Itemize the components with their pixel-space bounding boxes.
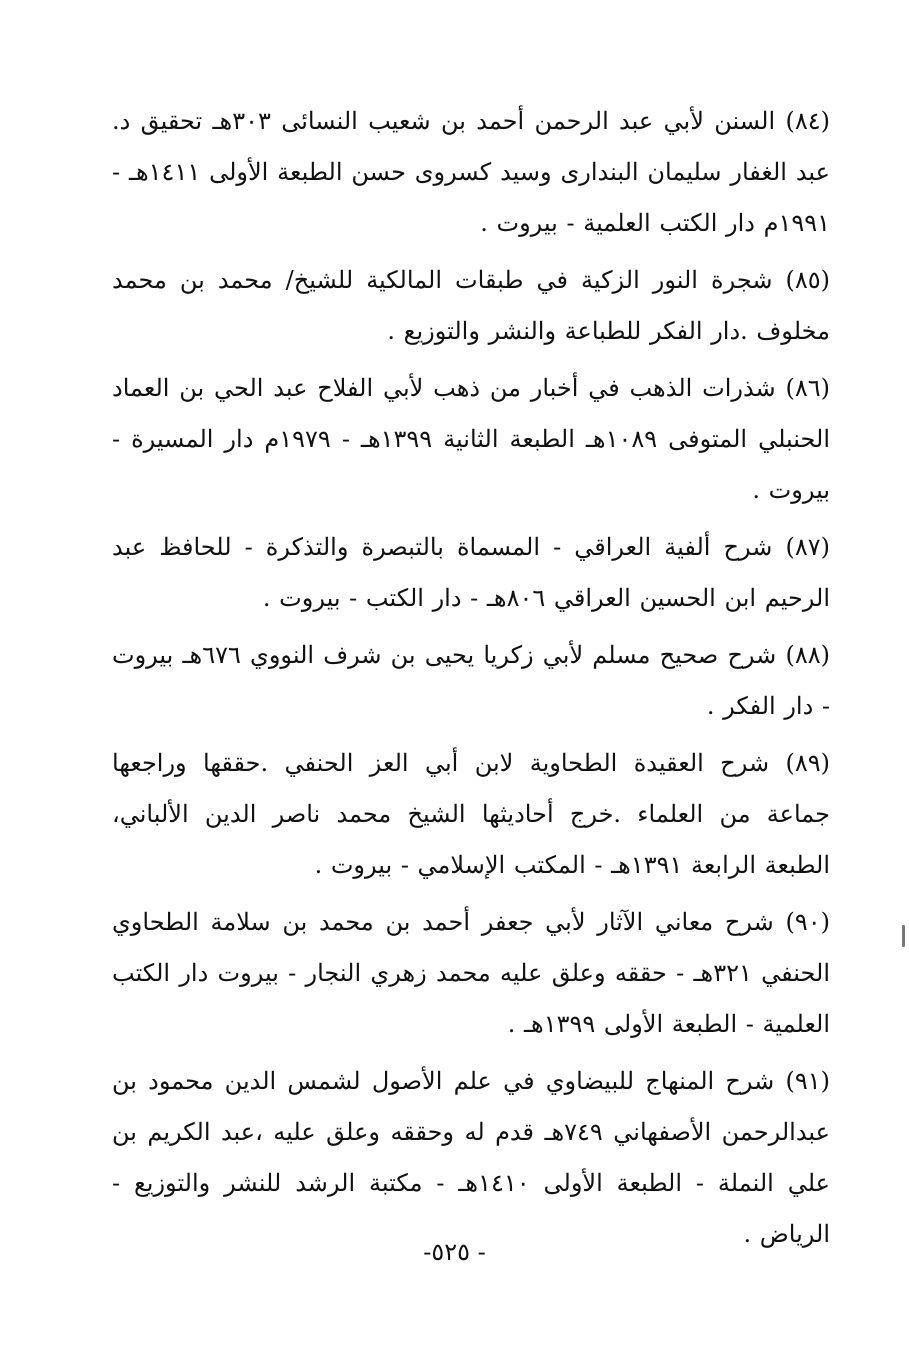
entry-number: (٩٠) [785,908,830,936]
entry-text: شرح معاني الآثار لأبي جعفر أحمد بن محمد بن سلامة الطحاوي الحنفي ٣٢١هـ - حققه وعلق عليه محمد زهري النجار - بيروت دار الكتب العلمية - الطبعة الأولى ١٣٩٩هـ . [112,908,830,1038]
entry-number: (٨٦) [785,374,830,402]
bibliography-entry-90 [112,897,830,1050]
bibliography-entry-88 [112,630,830,732]
entry-text: شرح ألفية العراقي - المسماة بالتبصرة والتذكرة - للحافظ عبد الرحيم ابن الحسين العراقي ٨٠٦هـ - دار الكتب - بيروت . [112,533,830,612]
entry-number: (٩١) [785,1067,830,1095]
bibliography-list [112,96,830,1266]
entry-text: شرح المنهاج للبيضاوي في علم الأصول لشمس الدين محمود بن عبدالرحمن الأصفهاني ٧٤٩هـ قدم له وحققه وعلق عليه ،عبد الكريم بن علي النملة - الطبعة الأولى ١٤١٠هـ - مكتبة الرشد للنشر والتوزيع - الرياض . [112,1067,830,1248]
bibliography-entry-85 [112,255,830,357]
entry-number: (٨٩) [785,749,830,777]
page-number: - ٥٢٥- [423,1238,486,1266]
entry-text: السنن لأبي عبد الرحمن أحمد بن شعيب النسائى ٣٠٣هـ تحقيق د. عبد الغفار سليمان البندارى وسيد كسروى حسن الطبعة الأولى ١٤١١هـ - ١٩٩١م دار الكتب العلمية - بيروت . [112,107,830,237]
bibliography-entry-87 [112,522,830,624]
entry-text: شرح صحيح مسلم لأبي زكريا يحيى بن شرف النووي ٦٧٦هـ بيروت - دار الفكر . [112,641,830,720]
scan-edge-mark [902,925,905,947]
bibliography-entry-89 [112,738,830,891]
entry-number: (٨٥) [785,266,830,294]
entry-text: شرح العقيدة الطحاوية لابن أبي العز الحنفي .حققها وراجعها جماعة من العلماء .خرج أحاديثها الشيخ محمد ناصر الدين الألباني، الطبعة الرابعة ١٣٩١هـ - المكتب الإسلامي - بيروت . [112,749,830,879]
entry-number: (٨٨) [785,641,830,669]
entry-number: (٨٧) [785,533,830,561]
bibliography-entry-86 [112,363,830,516]
bibliography-entry-84 [112,96,830,249]
entry-text: شذرات الذهب في أخبار من ذهب لأبي الفلاح عبد الحي بن العماد الحنبلي المتوفى ١٠٨٩هـ الطبعة الثانية ١٣٩٩هـ - ١٩٧٩م دار المسيرة - بيروت . [112,374,831,504]
entry-number: (٨٤) [785,107,830,135]
entry-text: شجرة النور الزكية في طبقات المالكية للشيخ/ محمد بن محمد مخلوف .دار الفكر للطباعة والنشر والتوزيع . [112,266,830,345]
bibliography-entry-91 [112,1056,830,1260]
